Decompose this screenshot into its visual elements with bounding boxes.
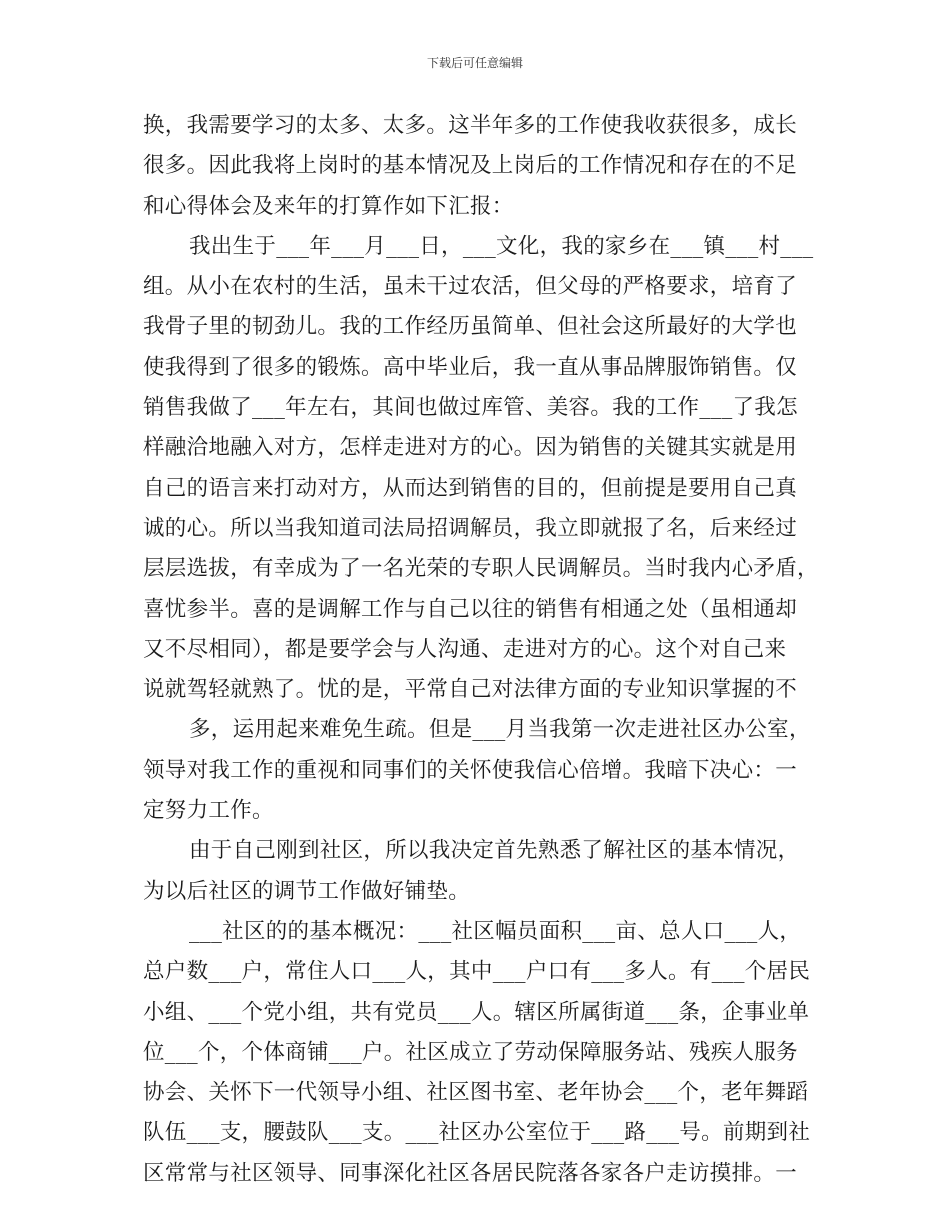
text-line: 我出生于___年___月___日，___文化，我的家乡在___镇___村___ — [189, 233, 814, 259]
text-line: 由于自己刚到社区，所以我决定首先熟悉了解社区的基本情况， — [189, 838, 800, 864]
text-line: 我骨子里的韧劲儿。我的工作经历虽简单、但社会这所最好的大学也 — [143, 314, 798, 340]
text-line: 为以后社区的调节工作做好铺垫。 — [143, 878, 471, 904]
text-line: 小组、___个党小组，共有党员___人。辖区所属街道___条，企事业单 — [143, 999, 810, 1025]
text-line: 区常常与社区领导、同事深化社区各居民院落各家各户走访摸排。一 — [143, 1160, 798, 1186]
text-line: 多，运用起来难免生疏。但是___月当我第一次走进社区办公室， — [189, 717, 811, 743]
text-line: 样融洽地融入对方，怎样走进对方的心。因为销售的关键其实就是用 — [143, 435, 798, 461]
document-body — [143, 108, 823, 1192]
text-line: 协会、关怀下一代领导小组、社区图书室、老年协会___个，老年舞蹈 — [143, 1080, 809, 1106]
text-line: 组。从小在农村的生活，虽未干过农活，但父母的严格要求，培育了 — [143, 274, 798, 300]
text-line: 诚的心。所以当我知道司法局招调解员，我立即就报了名，后来经过 — [143, 515, 798, 541]
text-line: 说就驾轻就熟了。忧的是，平常自己对法律方面的专业知识掌握的不 — [143, 677, 798, 703]
text-line: 很多。因此我将上岗时的基本情况及上岗后的工作情况和存在的不足 — [143, 153, 798, 179]
text-line: 销售我做了___年左右，其间也做过库管、美容。我的工作___了我怎 — [143, 395, 798, 421]
text-line: 位___个，个体商铺___户。社区成立了劳动保障服务站、残疾人服务 — [143, 1039, 798, 1065]
text-line: 层层选拔，有幸成为了一名光荣的专职人民调解员。当时我内心矛盾， — [143, 556, 819, 582]
text-line: 换，我需要学习的太多、太多。这半年多的工作使我收获很多，成长 — [143, 113, 798, 138]
text-line: 领导对我工作的重视和同事们的关怀使我信心倍增。我暗下决心：一 — [143, 757, 798, 783]
text-line: 定努力工作。 — [143, 798, 274, 824]
text-line: ___社区的的基本概况：___社区幅员面积___亩、总人口___人， — [189, 918, 802, 944]
text-line: 和心得体会及来年的打算作如下汇报： — [143, 193, 514, 219]
text-line: 队伍___支，腰鼓队___支。___社区办公室位于___路___号。前期到社 — [143, 1120, 811, 1146]
text-line: 自己的语言来打动对方，从而达到销售的目的，但前提是要用自己真 — [143, 475, 798, 501]
text-line: 又不尽相同），都是要学会与人沟通、走进对方的心。这个对自己来 — [143, 636, 787, 662]
text-line: 使我得到了很多的锻炼。高中毕业后，我一直从事品牌服饰销售。仅 — [143, 354, 798, 380]
text-line: 喜忧参半。喜的是调解工作与自己以往的销售有相通之处（虽相通却 — [143, 596, 798, 622]
page-header: 下载后可任意编辑 — [426, 56, 523, 70]
text-line: 总户数___户，常住人口___人，其中___户口有___多人。有___个居民 — [143, 959, 811, 985]
